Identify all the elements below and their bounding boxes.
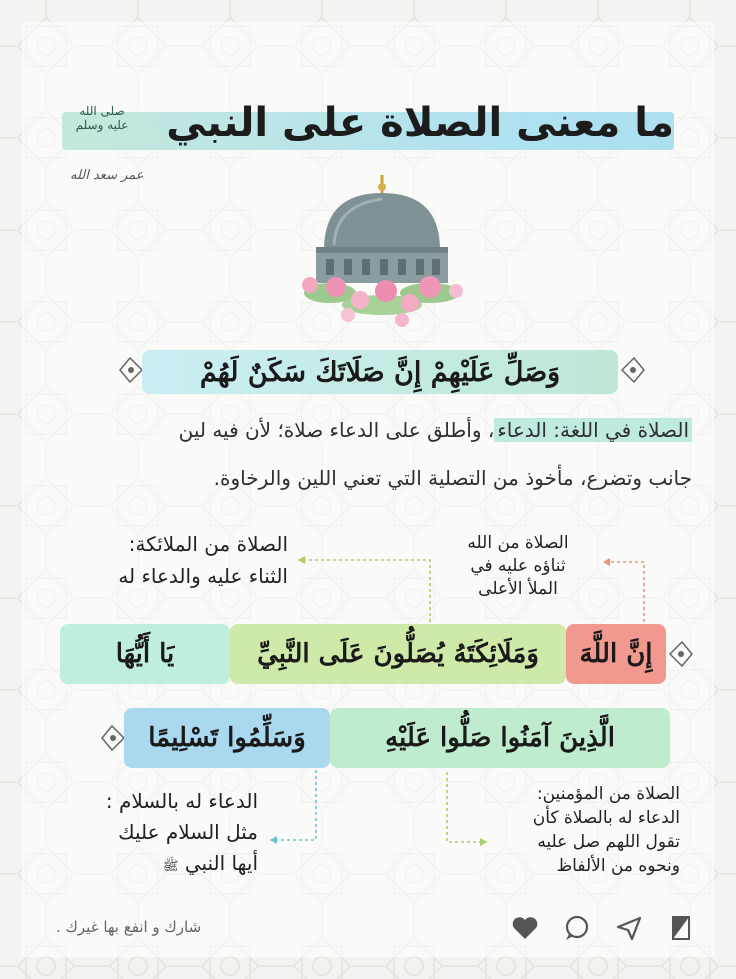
believers-note-line-1: الصلاة من المؤمنين: [536,784,680,804]
salam-note [106,786,258,882]
share-caption: شارك و انفع بها غيرك . [56,918,202,936]
arrow-salam [270,770,316,840]
arrow-allah [603,562,644,622]
arrow-believers [447,772,487,842]
arrow-angels [298,560,430,622]
verse2-part-end: يَا أَيُّهَا [115,639,175,669]
salam-honorific: ﷺ [162,859,179,874]
ornament-left-2-icon [100,718,126,758]
believers-note [533,782,680,878]
send-icon[interactable] [614,913,644,943]
verse2-part-allah: إِنَّ اللَّهَ [579,639,653,669]
ornament-right-2-icon [668,634,694,674]
allah-note-line-3: الملأ الأعلى [478,579,558,599]
verse3-part-salat: الَّذِينَ آمَنُوا صَلُّوا عَلَيْهِ [385,723,615,753]
allah-note-line-1: الصلاة من الله [467,533,569,553]
page-title: ما معنى الصلاة على النبي [166,100,674,146]
action-icons [510,913,696,943]
believers-note-line-3: تقول اللهم صل عليه [537,832,680,852]
author-signature: عمر سعد الله [70,168,144,183]
angels-note-title: الصلاة من الملائكة: [128,532,288,556]
definition-line-1-rest: ، وأطلق على الدعاء صلاة؛ لأن فيه لين [178,418,495,442]
verse-1: وَصَلِّ عَلَيْهِمْ إِنَّ صَلَاتَكَ سَكَنٌ لَهُمْ [199,356,561,388]
angels-note-body: الثناء عليه والدعاء له [118,564,288,588]
definition-highlight: الصلاة في اللغة: الدعاء [494,418,692,442]
believers-note-line-2: الدعاء له بالصلاة كأن [532,808,680,828]
verse2-part-angels: وَمَلَائِكَتَهُ يُصَلُّونَ عَلَى النَّبِيِّ [257,639,539,669]
bookmark-icon[interactable] [666,913,696,943]
salam-note-line-3 [106,848,258,882]
salam-note-line-3-text: أيها النبي [184,851,258,875]
salam-note-line-2: مثل السلام عليك [118,820,258,844]
allah-note-line-2: ثناؤه عليه في [470,556,566,576]
definition-line-2: جانب وتضرع، مأخوذ من التصلية التي تعني اللين والرخاوة. [213,466,692,490]
heart-icon[interactable] [510,913,540,943]
believers-note-line-4: ونحوه من الألفاظ [556,856,680,876]
salam-note-line-1: الدعاء له بالسلام : [105,789,258,813]
comment-icon[interactable] [562,913,592,943]
title-honorific: صلى الله عليه وسلم [75,104,129,132]
verse3-part-salam: وَسَلِّمُوا تَسْلِيمًا [148,723,306,753]
